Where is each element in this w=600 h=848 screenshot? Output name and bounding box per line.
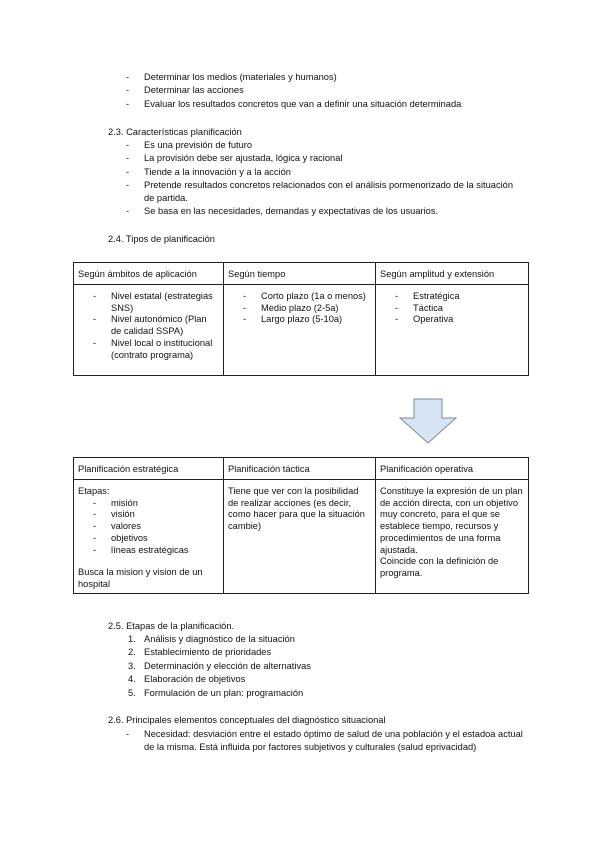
table-cell [74, 480, 224, 594]
section-heading-2-3: 2.3. Características planificación [108, 127, 242, 137]
table-cell [224, 285, 376, 376]
operative-note: Coincide con la definición de programa. [380, 556, 499, 578]
list-item [126, 633, 506, 646]
list-item: - Largo plazo (5-10a) [243, 314, 371, 326]
characteristics-list [126, 139, 516, 219]
list-item [126, 660, 506, 673]
list-item: - Medio plazo (2-5a) [243, 303, 371, 315]
list-number: 5. [128, 687, 136, 698]
list-item: - Nivel local o institucional (contrato programa) [93, 338, 219, 361]
section-heading-2-6: 2.6. Principales elementos conceptuales del diagnóstico situacional [108, 715, 386, 725]
stages-label: Etapas: [78, 486, 110, 496]
list-item: - Determinar las acciones [126, 84, 526, 97]
tactical-description: Tiene que ver con la posibilidad de realizar acciones (es decir, como hacer para que la situación cambie) [228, 486, 365, 532]
list-item [126, 673, 506, 686]
table-cell [74, 285, 224, 376]
list-item: - Evaluar los resultados concretos que van a definir una situación determinada [126, 98, 526, 111]
list-number: 2. [128, 647, 136, 658]
planning-levels-table [73, 457, 529, 594]
list-item: - Necesidad: desviación entre el estado óptimo de salud de una población y el estadoa actual de la misma. Está influida por factores subjetivos y culturales (salud eprivacidad) [126, 728, 528, 755]
concepts-list [126, 728, 528, 755]
time-list [228, 291, 371, 326]
stages-numbered-list [126, 633, 506, 700]
table-cell [376, 480, 529, 594]
table-header: Planificación táctica [224, 458, 376, 480]
list-item: - Estratégica [395, 291, 524, 303]
table-row [74, 285, 529, 376]
list-item: - La provisión debe ser ajustada, lógica y racional [126, 152, 516, 165]
list-item: - objetivos [93, 533, 219, 545]
list-item: - Operativa [395, 314, 524, 326]
list-item: - valores [93, 521, 219, 533]
list-text: Establecimiento de prioridades [144, 647, 272, 658]
list-item: - Tiende a la innovación y a la acción [126, 166, 516, 179]
list-number: 1. [128, 634, 136, 644]
list-item: - Nivel estatal (estrategias SNS) [93, 291, 219, 314]
table-header: Planificación estratégica [74, 458, 224, 480]
section-heading-2-5: 2.5. Etapas de la planificación. [108, 621, 235, 631]
table-row [74, 480, 529, 594]
list-item [126, 687, 506, 700]
list-item: - Pretende resultados concretos relacionados con el análisis pormenorizado de la situación de partida. [126, 179, 516, 206]
table-header: Planificación operativa [376, 458, 529, 480]
stages-list [78, 498, 219, 557]
list-item: - Nivel autonómico (Plan de calidad SSPA) [93, 314, 219, 337]
list-item: - Determinar los medios (materiales y humanos) [126, 71, 526, 84]
extension-list [380, 291, 524, 326]
down-arrow-icon [398, 398, 458, 444]
table-header: Según ámbitos de aplicación [74, 263, 224, 285]
table-header: Según tiempo [224, 263, 376, 285]
list-text: Elaboración de objetivos [144, 674, 246, 685]
table-header: Según amplitud y extensión [376, 263, 529, 285]
section-heading-2-4: 2.4. Tipos de planificación [108, 234, 215, 244]
list-item: - Táctica [395, 303, 524, 315]
list-item: - Corto plazo (1a o menos) [243, 291, 371, 303]
table-cell [224, 480, 376, 594]
list-number: 4. [128, 674, 136, 685]
planning-types-table [73, 262, 529, 376]
list-text: Formulación de un plan: programación [144, 687, 304, 698]
table-header-row [74, 263, 529, 285]
strategic-note: Busca la mision y vision de un hospital [78, 567, 203, 589]
list-item: - Es una previsión de futuro [126, 139, 516, 152]
list-item [126, 646, 506, 659]
scope-list [78, 291, 219, 361]
list-number: 3. [128, 660, 136, 671]
table-cell [376, 285, 529, 376]
list-text: Determinación y elección de alternativas [144, 660, 311, 671]
operative-description: Constituye la expresión de un plan de acción directa, con un objetivo muy concreto, para el que se establece tiempo, recursos y procedimientos de una forma ajustada. [380, 486, 523, 555]
table-header-row [74, 458, 529, 480]
list-item: - líneas estratégicas [93, 545, 219, 557]
list-item: - misión [93, 498, 219, 510]
list-text: Análisis y diagnóstico de la situación [144, 634, 295, 644]
list-item: - visión [93, 509, 219, 521]
list-item: - Se basa en las necesidades, demandas y expectativas de los usuarios. [126, 205, 516, 218]
top-bullet-list [126, 71, 526, 111]
